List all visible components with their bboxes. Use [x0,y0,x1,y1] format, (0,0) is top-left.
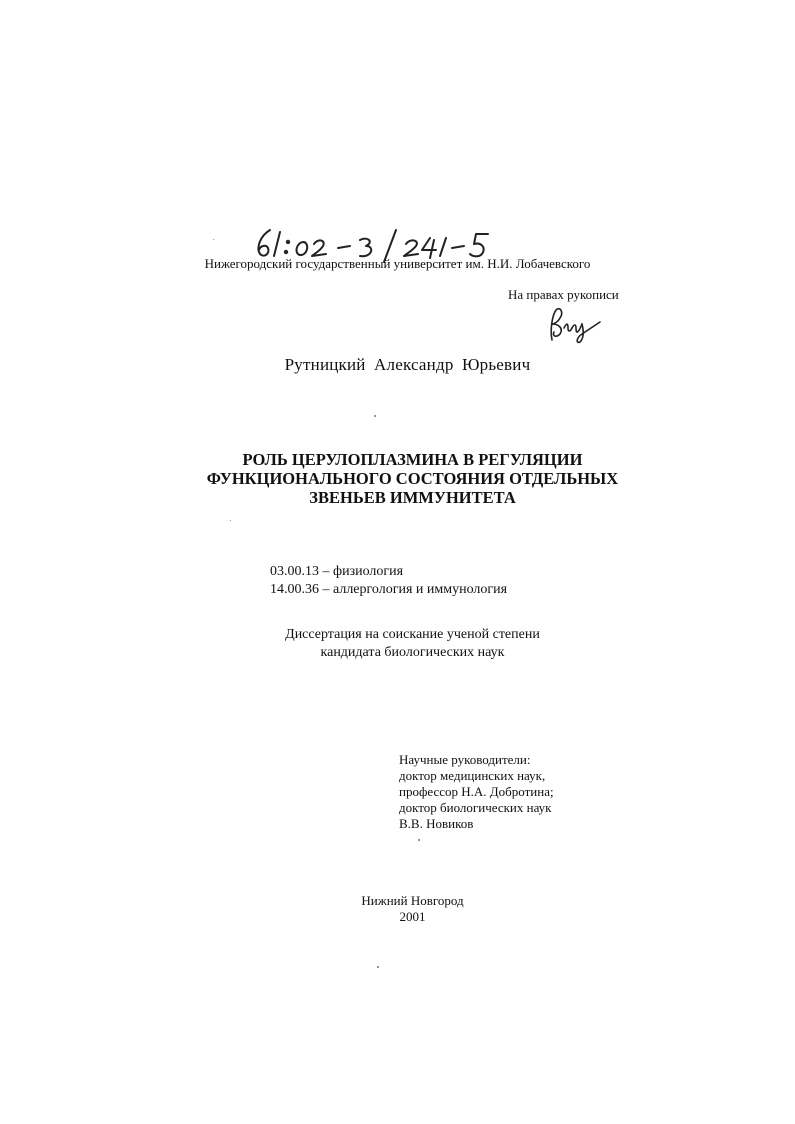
degree-statement [0,626,795,662]
supervisors-heading: Научные руководители: [399,752,531,767]
year: 2001 [399,909,426,924]
scan-speck [374,415,376,417]
specialty-item: 14.00.36 – аллергология и иммунология [270,582,508,597]
supervisor-line: профессор Н.А. Добротина; [399,784,554,799]
specialty-item: 03.00.13 – физиология [270,564,404,579]
scientific-supervisors [399,752,554,832]
scan-speck [213,239,214,240]
dissertation-title [0,450,795,507]
city: Нижний Новгород [361,893,464,908]
title-line: ЗВЕНЬЕВ ИММУНИТЕТА [309,488,516,507]
supervisor-line: В.В. Новиков [399,816,474,831]
degree-line: кандидата биологических наук [320,645,505,660]
supervisor-line: доктор биологических наук [399,800,552,815]
university-name: Нижегородский государственный университет им. Н.И. Лобачевского [204,256,591,271]
place-and-year [0,893,795,925]
degree-line: Диссертация на соискание ученой степени [285,627,540,642]
supervisor-line: доктор медицинских наук, [399,768,546,783]
author-name: Рутницкий Александр Юрьевич [284,355,531,374]
author-signature [540,302,610,347]
scan-speck [230,520,231,521]
scan-speck [377,966,379,968]
specialty-codes [270,563,507,599]
scan-speck [418,839,420,841]
title-line: РОЛЬ ЦЕРУЛОПЛАЗМИНА В РЕГУЛЯЦИИ [242,450,583,469]
manuscript-rights-note: На правах рукописи [508,287,619,302]
title-line: ФУНКЦИОНАЛЬНОГО СОСТОЯНИЯ ОТДЕЛЬНЫХ [206,469,619,488]
